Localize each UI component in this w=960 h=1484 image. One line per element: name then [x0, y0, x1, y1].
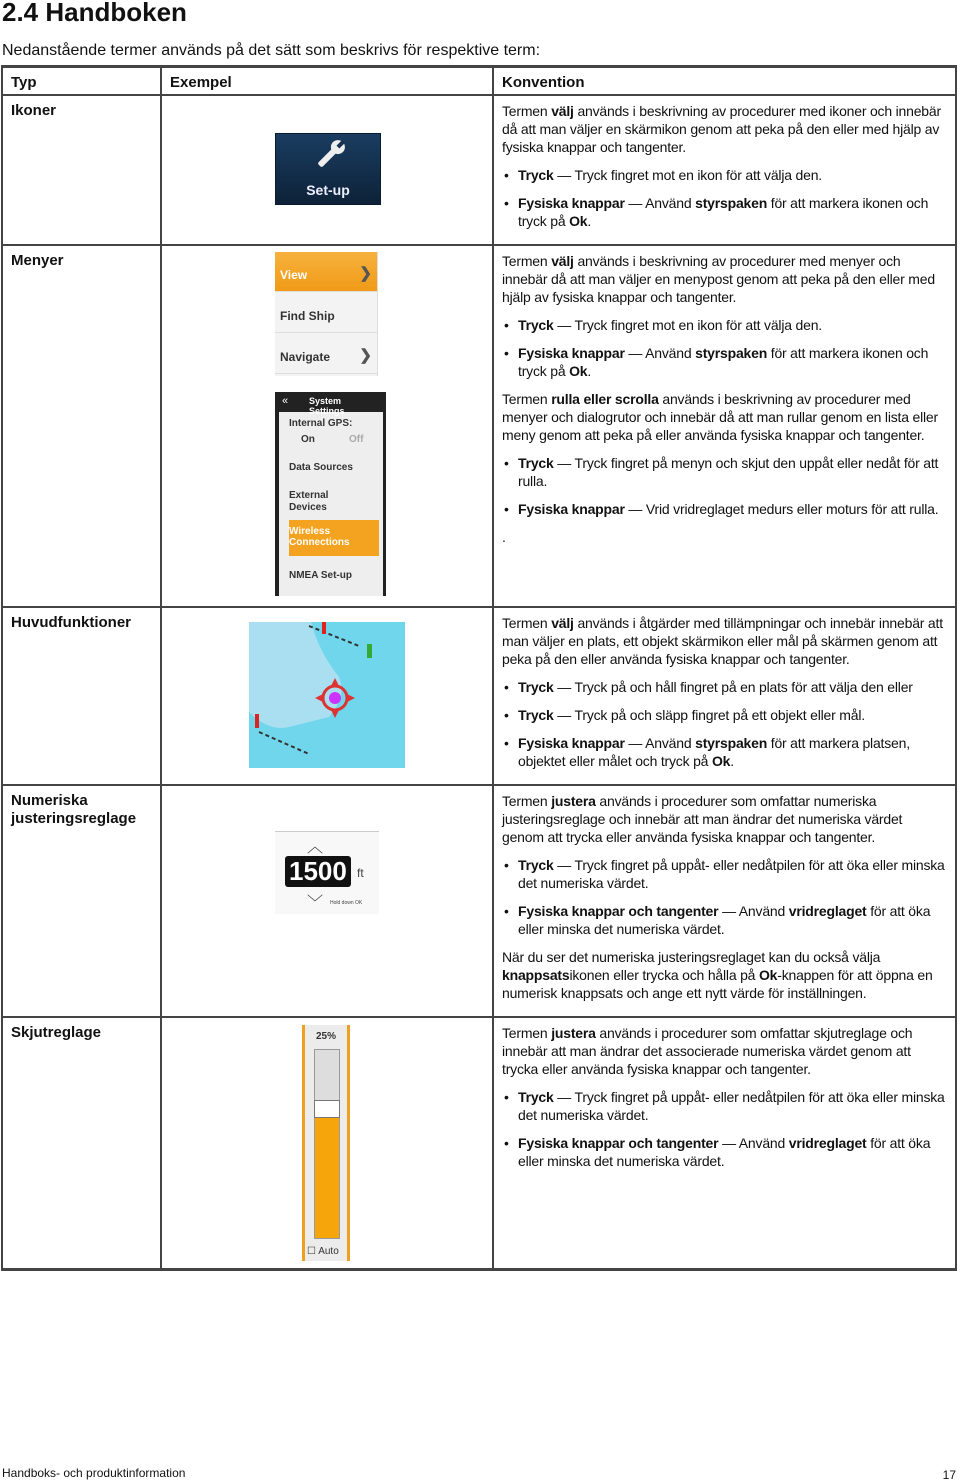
numeric-unit: ft [357, 866, 364, 880]
menu-item-nmea-setup: NMEA Set-up [289, 570, 352, 581]
slider-percent: 25% [315, 1031, 336, 1042]
option-on: On [301, 434, 315, 445]
option-off: Off [349, 434, 364, 445]
slider-auto-checkbox: ☐ Auto [307, 1246, 339, 1257]
row-type-numeriska: Numeriska justeringsreglage [2, 785, 161, 1017]
row-type-ikoner: Ikoner [2, 95, 161, 245]
row-type-skjutreglage: Skjutreglage [2, 1017, 161, 1269]
menu-item-data-sources: Data Sources [289, 462, 353, 473]
chevron-down-icon: ﹀ [307, 895, 324, 912]
back-icon: « [282, 395, 289, 407]
menu-item-internal-gps: Internal GPS: [289, 418, 353, 429]
convention-huvudfunktioner: Termen välj används i åtgärder med tillämpningar och innebär innebär att man väljer en plats, ett objekt skärmikon eller mål på skärmen genom att peka på den eller använda fysiska knappar och tangenter. • Tryck — Tryck på och håll fingret på en plats för att välja den eller • Tryck — Tryck på och släpp fingret på ett objekt eller mål. • Fysiska knappar — Använd styrspaken för att markera platsen, objektet eller målet och tryck på Ok. [493, 607, 956, 785]
wrench-icon [276, 134, 380, 180]
convention-numeriska: Termen justera används i procedurer som omfattar numeriska justeringsreglage och innebär att man ändrar det numeriska värdet genom att trycka eller använda fysiska knappar och tangenter. • Tryck — Tryck fingret på uppåt- eller nedåtpilen för att öka eller minska det numeriska värdet. • Fysiska knappar och tangenter — Använd vridreglaget för att öka eller minska det numeriska värdet. När du ser det numeriska justeringsreglaget kan du också välja knappsatsikonen eller trycka och hålla på Ok-knappen för att öppna en numerisk knappsats och ange ett nytt värde för inställningen. [493, 785, 956, 1017]
setup-label: Set-up [306, 182, 350, 198]
menu-item-external: External [289, 490, 329, 501]
column-header-exempel: Exempel [161, 67, 493, 96]
system-settings-title: System Settings [279, 392, 383, 412]
numeric-value: 1500 [285, 856, 351, 887]
slider-thumb [314, 1100, 340, 1118]
intro-text: Nedanstående termer används på det sätt som beskrivs för respektive term: [2, 42, 541, 59]
menu-item-devices: Devices [289, 502, 327, 513]
system-settings-menu [275, 392, 386, 596]
example-numeriska [161, 785, 493, 1017]
slider-control [302, 1025, 350, 1261]
menu-example [275, 252, 378, 376]
chart-illustration [249, 622, 405, 768]
menu-item-find-ship: Find Ship [275, 293, 377, 333]
numeric-adjuster [275, 831, 379, 914]
example-skjutreglage [161, 1017, 493, 1269]
chevron-up-icon: ︿ [307, 839, 324, 856]
example-huvudfunktioner [161, 607, 493, 785]
chart-map [249, 622, 405, 768]
convention-skjutreglage: Termen justera används i procedurer som omfattar skjutreglage och innebär att man ändrar det associerade numeriska värdet genom att trycka eller använda fysiska knappar och tangenter. • Tryck — Tryck fingret på uppåt- eller nedåtpilen för att öka eller minska det numeriska värdet. • Fysiska knappar och tangenter — Använd vridreglaget för att öka eller minska det numeriska värdet. [493, 1017, 956, 1269]
page-heading: 2.4 Handboken [2, 0, 187, 27]
page-footer: Handboks- och produktinformation [2, 1466, 186, 1480]
numeric-hint: Hold down OK [330, 900, 363, 906]
chevron-right-icon: ❯ [359, 347, 372, 364]
menu-item-wireless-connections: Wireless Connections [289, 520, 379, 556]
slider-fill [315, 1118, 339, 1238]
column-header-konvention: Konvention [493, 67, 956, 96]
conventions-table [1, 65, 957, 1271]
example-ikoner [161, 95, 493, 245]
menu-item-navigate: Navigate ❯ [275, 334, 377, 374]
slider-track [314, 1049, 340, 1239]
setup-icon [275, 133, 381, 205]
chevron-right-icon: ❯ [359, 265, 372, 282]
convention-menyer: Termen välj används i beskrivning av procedurer med menyer och innebär då att man väljer en menypost genom att peka på den eller med hjälp av fysiska knappar och tangenter. • Tryck — Tryck fingret mot en ikon för att välja den. • Fysiska knappar — Använd styrspaken för att markera ikonen och tryck på Ok. Termen rulla eller scrolla används i beskrivning av procedurer med menyer och dialogrutor och innebär då att man rullar genom en lista eller meny genom att peka på eller använda fysiska knappar och tangenter. • Tryck — Tryck fingret på menyn och skjut den uppåt eller nedåt för att rulla. • Fysiska knappar — Vrid vridreglaget medurs eller moturs för att rulla. . [493, 245, 956, 607]
page-number: 17 [942, 1468, 956, 1482]
row-type-menyer: Menyer [2, 245, 161, 607]
row-type-huvudfunktioner: Huvudfunktioner [2, 607, 161, 785]
column-header-typ: Typ [2, 67, 161, 96]
menu-item-view: View ❯ [275, 252, 377, 292]
example-menyer [161, 245, 493, 607]
convention-ikoner: Termen välj används i beskrivning av procedurer med ikoner och innebär då att man väljer en skärmikon genom att peka på den eller med hjälp av fysiska knappar och tangenter. • Tryck — Tryck fingret mot en ikon för att välja den. • Fysiska knappar — Använd styrspaken för att markera ikonen och tryck på Ok. [493, 95, 956, 245]
